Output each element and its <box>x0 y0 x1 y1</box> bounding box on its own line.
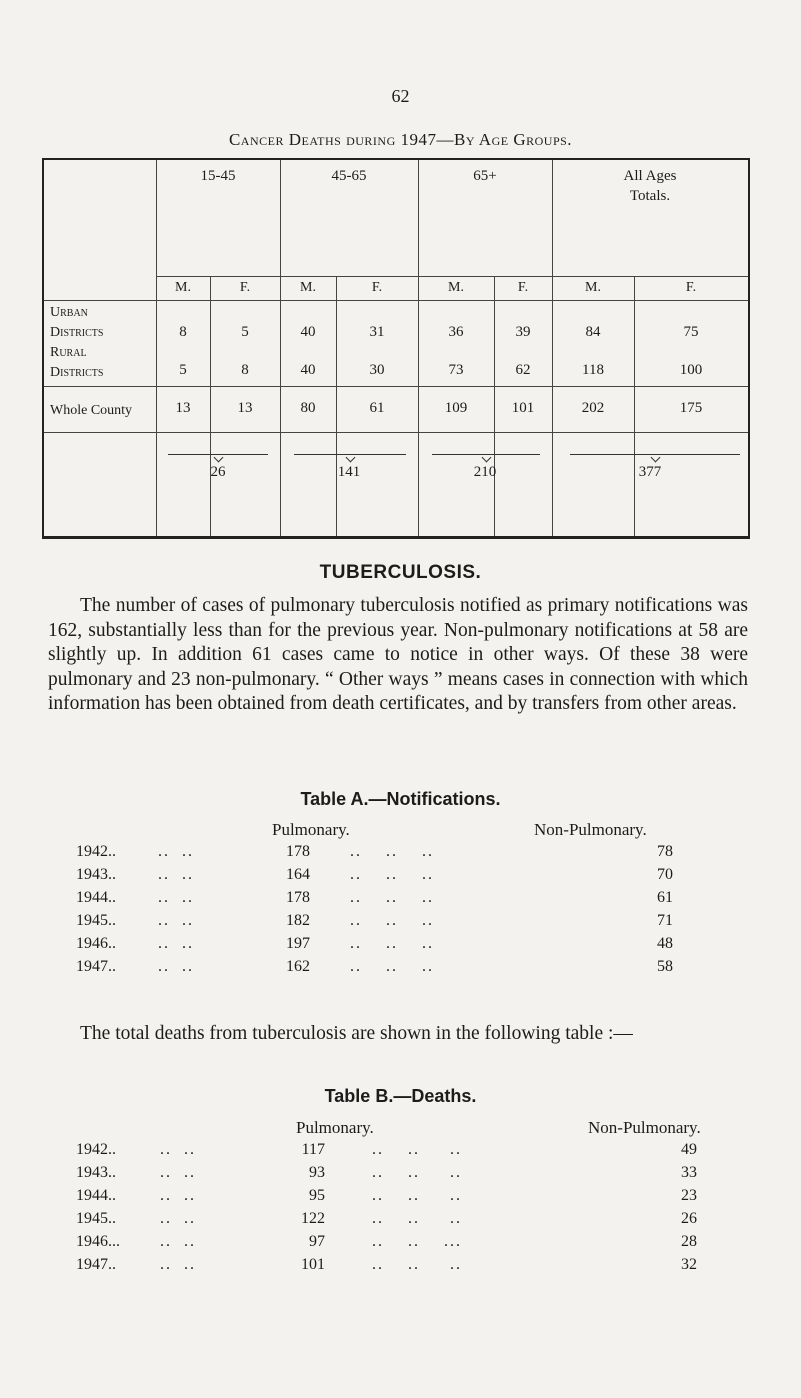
year-label: 1947.. <box>76 958 116 975</box>
non-pulmonary-value: 71 <box>657 912 673 929</box>
table-b-col-non-pulmonary: Non-Pulmonary. <box>588 1118 701 1137</box>
year-label: 1944.. <box>76 889 116 906</box>
sex-header: M. <box>300 280 316 295</box>
pulmonary-value: 101 <box>301 1256 325 1273</box>
total-cell: 141 <box>337 464 361 480</box>
sex-header: F. <box>371 280 383 295</box>
total-cell: 377 <box>638 464 662 480</box>
table-cell: 202 <box>581 400 605 416</box>
group-header: 45-65 <box>331 168 367 184</box>
row-label: Districts <box>50 365 104 380</box>
row-label: Urban <box>50 305 88 320</box>
non-pulmonary-value: 32 <box>681 1256 697 1273</box>
table-b-title: Table B.—Deaths. <box>324 1086 477 1106</box>
table-a-col-pulmonary: Pulmonary. <box>272 820 350 839</box>
year-label: 1945.. <box>76 1210 116 1227</box>
table-cell: 40 <box>300 362 316 378</box>
sex-header: F. <box>239 280 251 295</box>
pulmonary-value: 95 <box>309 1187 325 1204</box>
non-pulmonary-value: 61 <box>657 889 673 906</box>
table-cell: 73 <box>448 362 464 378</box>
row-label: Districts <box>50 325 104 340</box>
sex-header: F. <box>685 280 697 295</box>
table-cell: 80 <box>300 400 316 416</box>
group-header: 15-45 <box>200 168 236 184</box>
table-cell: 8 <box>179 324 187 340</box>
row-label: Whole County <box>50 403 133 418</box>
pulmonary-value: 93 <box>309 1164 325 1181</box>
pulmonary-value: 97 <box>309 1233 325 1250</box>
table-cell: 31 <box>369 324 385 340</box>
year-label: 1947.. <box>76 1256 116 1273</box>
table-cell: 5 <box>179 362 187 378</box>
non-pulmonary-value: 78 <box>657 843 673 860</box>
tb-paragraph: The number of cases of pulmonary tuberculosis notified as primary notifications was 162, substantially less than for the previous year. Non-pulmonary notifications at 58 are slightly up. In addition 61 cases came to notice in other ways. Of these 38 were pulmonary and 23 non-pulmonary. “ Other ways ” means cases in connection with which information has been obtained from death certificates, and by transfers from other areas. <box>48 595 748 714</box>
pulmonary-value: 164 <box>286 866 310 883</box>
table-cell: 84 <box>585 324 601 340</box>
sex-header: M. <box>448 280 464 295</box>
year-label: 1943.. <box>76 1164 116 1181</box>
non-pulmonary-value: 48 <box>657 935 673 952</box>
non-pulmonary-value: 23 <box>681 1187 697 1204</box>
non-pulmonary-value: 33 <box>681 1164 697 1181</box>
table-b-col-pulmonary: Pulmonary. <box>296 1118 374 1137</box>
total-cell: 210 <box>473 464 497 480</box>
table-cell: 175 <box>679 400 703 416</box>
section-heading: TUBERCULOSIS. <box>319 562 482 583</box>
table-a-col-non-pulmonary: Non-Pulmonary. <box>534 820 647 839</box>
sex-header: M. <box>175 280 191 295</box>
table-cell: 101 <box>511 400 535 416</box>
pulmonary-value: 182 <box>286 912 310 929</box>
pulmonary-value: 117 <box>301 1141 325 1158</box>
table-cell: 30 <box>369 362 385 378</box>
page-number: 62 <box>391 86 410 106</box>
total-cell: 26 <box>210 464 226 480</box>
non-pulmonary-value: 26 <box>681 1210 697 1227</box>
row-label: Rural <box>50 345 87 360</box>
non-pulmonary-value: 28 <box>681 1233 697 1250</box>
year-label: 1943.. <box>76 866 116 883</box>
table-cell: 13 <box>237 400 253 416</box>
table-cell: 39 <box>515 324 531 340</box>
pulmonary-value: 178 <box>286 889 310 906</box>
table-cell: 61 <box>369 400 385 416</box>
sex-header: M. <box>585 280 601 295</box>
year-label: 1945.. <box>76 912 116 929</box>
table-a-title: Table A.—Notifications. <box>300 789 501 809</box>
group-header: 65+ <box>473 168 497 184</box>
table-cell: 75 <box>683 324 699 340</box>
non-pulmonary-value: 70 <box>657 866 673 883</box>
pulmonary-value: 122 <box>301 1210 325 1227</box>
table-cell: 13 <box>175 400 191 416</box>
pulmonary-value: 162 <box>286 958 310 975</box>
year-label: 1944.. <box>76 1187 116 1204</box>
year-label: 1942.. <box>76 843 116 860</box>
table-cell: 36 <box>448 324 464 340</box>
non-pulmonary-value: 58 <box>657 958 673 975</box>
group-header: All Ages <box>623 168 677 184</box>
year-label: 1946.. <box>76 935 116 952</box>
table-cell: 109 <box>444 400 468 416</box>
year-label: 1942.. <box>76 1141 116 1158</box>
non-pulmonary-value: 49 <box>681 1141 697 1158</box>
year-label: 1946... <box>76 1233 120 1250</box>
table-cell: 8 <box>241 362 249 378</box>
tb-deaths-paragraph: The total deaths from tuberculosis are shown in the following table :— <box>80 1023 633 1044</box>
group-header-line2: Totals. <box>629 188 671 204</box>
table-cell: 100 <box>679 362 703 378</box>
table-cell: 118 <box>582 362 604 378</box>
cancer-table-caption: Cancer Deaths during 1947—By Age Groups. <box>228 130 573 149</box>
table-cell: 62 <box>515 362 531 378</box>
pulmonary-value: 197 <box>286 935 310 952</box>
table-cell: 5 <box>241 324 249 340</box>
table-cell: 40 <box>300 324 316 340</box>
sex-header: F. <box>517 280 529 295</box>
cancer-deaths-table <box>42 158 750 539</box>
pulmonary-value: 178 <box>286 843 310 860</box>
